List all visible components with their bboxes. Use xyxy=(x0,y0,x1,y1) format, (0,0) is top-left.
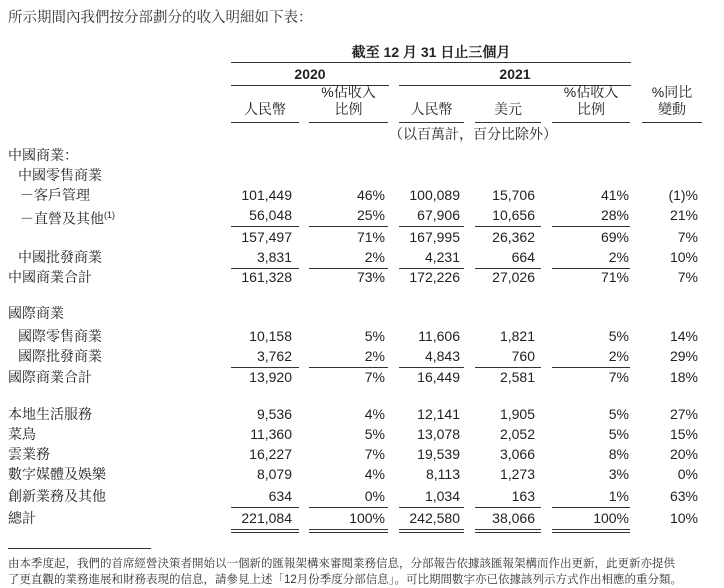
cell-value: 0% xyxy=(364,488,385,504)
row-label xyxy=(18,247,102,267)
footnote-line-2: 了更直觀的業務進展和財務表現的信息，請參見上述「12月份季度分部信息」。可比期間數字亦已依據該列示方式作出相應的重分類。 xyxy=(8,574,683,586)
cell-value: 161,328 xyxy=(241,269,292,285)
cell-value: 1% xyxy=(608,488,629,504)
cell-value: 19,539 xyxy=(417,446,460,462)
divider xyxy=(475,122,541,123)
column-header xyxy=(231,84,299,118)
cell-value: 14% xyxy=(669,328,698,344)
cell-value: 7% xyxy=(677,229,698,245)
cell-value: 7% xyxy=(364,369,385,385)
column-header-line2: 比例 xyxy=(577,101,605,117)
cell-value: 100,089 xyxy=(409,187,460,203)
cell-value: 15% xyxy=(669,426,698,442)
cell-value: 4% xyxy=(364,406,385,422)
cell-value: 8,113 xyxy=(426,466,460,482)
cell-value: 3,066 xyxy=(499,446,535,462)
underline xyxy=(231,529,299,530)
row-label-text: 國際商業 xyxy=(8,305,64,321)
cell-value: 73% xyxy=(356,269,385,285)
cell-value: 71% xyxy=(356,229,385,245)
column-header-line1: %佔收入 xyxy=(563,84,619,100)
cell-value: 2,581 xyxy=(499,369,535,385)
row-label-text: 中國零售商業 xyxy=(18,167,102,183)
cell-value: 1,821 xyxy=(499,328,535,344)
cell-value: 69% xyxy=(600,229,629,245)
cell-value: 167,995 xyxy=(409,229,460,245)
cell-value: 16,449 xyxy=(417,369,460,385)
cell-value: 18% xyxy=(669,369,698,385)
table-row xyxy=(0,444,724,464)
cell-value: 100% xyxy=(593,510,629,526)
cell-value: 2% xyxy=(364,249,385,265)
intro-text: 所示期間內我們按分部劃分的收入明細如下表： xyxy=(8,10,313,26)
cell-value: 12,141 xyxy=(417,406,460,422)
cell-value: 27% xyxy=(669,406,698,422)
cell-value: 5% xyxy=(364,328,385,344)
row-label xyxy=(8,424,36,444)
cell-value: 29% xyxy=(669,348,698,364)
cell-value: 2% xyxy=(364,348,385,364)
row-label xyxy=(8,444,50,464)
cell-value: 4,843 xyxy=(424,348,460,364)
cell-value: 5% xyxy=(364,426,385,442)
cell-value: 101,449 xyxy=(241,187,292,203)
cell-value: 46% xyxy=(356,187,385,203)
column-header-line1 xyxy=(231,84,299,101)
divider xyxy=(309,122,388,123)
table-row xyxy=(0,464,724,484)
row-label-text: 中國商業合計 xyxy=(8,269,92,285)
row-label-text: 菜鳥 xyxy=(8,426,36,442)
row-label xyxy=(8,464,106,484)
column-header-line1: %佔收入 xyxy=(321,84,376,100)
footnote-divider xyxy=(8,548,151,549)
table-row xyxy=(0,145,724,165)
underline xyxy=(475,532,541,533)
cell-value: 41% xyxy=(600,187,629,203)
cell-value: 13,920 xyxy=(249,369,292,385)
cell-value: 25% xyxy=(356,207,385,223)
underline xyxy=(399,532,464,533)
cell-value: 20% xyxy=(669,446,698,462)
row-label-text: 中國商業： xyxy=(8,147,78,163)
table-row xyxy=(0,303,724,323)
underline xyxy=(552,529,630,530)
cell-value: 634 xyxy=(268,488,292,504)
cell-value: 67,906 xyxy=(417,207,460,223)
column-header-line2: 美元 xyxy=(494,101,522,117)
row-label-text: 雲業務 xyxy=(8,446,50,462)
row-label-text: －客戶管理 xyxy=(20,187,90,203)
cell-value: 5% xyxy=(608,406,629,422)
cell-value: 7% xyxy=(364,446,385,462)
row-label xyxy=(18,326,102,346)
column-header xyxy=(642,84,702,118)
table-row xyxy=(0,346,724,366)
row-label xyxy=(18,346,102,366)
cell-value: 0% xyxy=(677,466,698,482)
year-2021-header: 2021 xyxy=(499,66,531,82)
cell-value: 3% xyxy=(608,466,629,482)
row-label xyxy=(8,367,92,387)
cell-value: 5% xyxy=(608,426,629,442)
cell-value: (1)% xyxy=(668,187,698,203)
column-header-line2: 人民幣 xyxy=(244,101,286,117)
column-header-line1: %同比 xyxy=(651,84,693,100)
divider xyxy=(399,122,464,123)
row-label xyxy=(20,205,115,229)
cell-value: 2% xyxy=(608,249,629,265)
row-label-text: 總計 xyxy=(8,510,36,526)
cell-value: 10% xyxy=(669,249,698,265)
table-row xyxy=(0,367,724,387)
table-row xyxy=(0,227,724,247)
underline xyxy=(231,532,299,533)
table-row xyxy=(0,508,724,528)
cell-value: 163 xyxy=(511,488,535,504)
table-row xyxy=(0,165,724,185)
row-label-text: 創新業務及其他 xyxy=(8,488,106,504)
cell-value: 5% xyxy=(608,328,629,344)
cell-value: 28% xyxy=(600,207,629,223)
cell-value: 1,273 xyxy=(499,466,535,482)
cell-value: 7% xyxy=(608,369,629,385)
table-row xyxy=(0,424,724,444)
row-label-text: 中國批發商業 xyxy=(18,249,102,265)
column-header xyxy=(399,84,464,118)
underline xyxy=(552,532,630,533)
divider xyxy=(231,122,299,123)
row-label xyxy=(18,165,102,185)
cell-value: 63% xyxy=(669,488,698,504)
row-label xyxy=(8,267,92,287)
cell-value: 10,656 xyxy=(492,207,535,223)
divider xyxy=(552,122,630,123)
cell-value: 157,497 xyxy=(241,229,292,245)
footnote-line-1: 由本季度起，我們的首席經營決策者開始以一個新的匯報架構來審閱業務信息，分部報告依據該匯報架構而作出更新，此更新亦提供 xyxy=(8,558,675,570)
cell-value: 9,536 xyxy=(256,406,292,422)
cell-value: 27,026 xyxy=(492,269,535,285)
row-label xyxy=(8,486,106,506)
column-header xyxy=(309,84,388,118)
units-note: （以百萬計，百分比除外） xyxy=(389,126,557,142)
cell-value: 664 xyxy=(511,249,535,265)
table-row xyxy=(0,185,724,205)
column-header-line1 xyxy=(399,84,464,101)
divider xyxy=(642,122,702,123)
cell-value: 11,360 xyxy=(250,426,292,442)
cell-value: 2% xyxy=(608,348,629,364)
table-row xyxy=(0,486,724,506)
table-row xyxy=(0,326,724,346)
column-header-line2: 變動 xyxy=(658,101,686,117)
cell-value: 1,905 xyxy=(499,406,535,422)
cell-value: 10% xyxy=(669,510,698,526)
row-label xyxy=(8,145,78,165)
column-header-line1 xyxy=(475,84,541,101)
cell-value: 13,078 xyxy=(417,426,460,442)
row-label xyxy=(8,508,36,528)
cell-value: 71% xyxy=(600,269,629,285)
column-header-line2: 比例 xyxy=(334,101,363,117)
cell-value: 242,580 xyxy=(409,510,460,526)
cell-value: 3,831 xyxy=(256,249,292,265)
underline xyxy=(399,529,464,530)
cell-value: 4,231 xyxy=(424,249,460,265)
cell-value: 8,079 xyxy=(256,466,292,482)
cell-value: 1,034 xyxy=(424,488,460,504)
cell-value: 221,084 xyxy=(241,510,292,526)
divider xyxy=(231,62,631,63)
year-2020-header: 2020 xyxy=(294,66,326,82)
cell-value: 11,606 xyxy=(418,328,460,344)
row-label-text: 國際批發商業 xyxy=(18,348,102,364)
table-row xyxy=(0,404,724,424)
cell-value: 2,052 xyxy=(499,426,535,442)
cell-value: 10,158 xyxy=(249,328,292,344)
period-header: 截至 12 月 31 日止三個月 xyxy=(351,44,511,60)
table-row xyxy=(0,267,724,287)
underline xyxy=(309,529,388,530)
table-row xyxy=(0,247,724,267)
table-row xyxy=(0,205,724,225)
cell-value: 4% xyxy=(364,466,385,482)
underline xyxy=(309,532,388,533)
row-label-text: 國際零售商業 xyxy=(18,328,102,344)
cell-value: 56,048 xyxy=(249,207,292,223)
column-header xyxy=(475,84,541,118)
cell-value: 16,227 xyxy=(249,446,292,462)
cell-value: 760 xyxy=(511,348,535,364)
row-label xyxy=(20,185,90,205)
row-label-text: 國際商業合計 xyxy=(8,369,92,385)
cell-value: 3,762 xyxy=(256,348,292,364)
row-label-text: －直營及其他 xyxy=(20,210,104,227)
column-header xyxy=(552,84,630,118)
cell-value: 26,362 xyxy=(492,229,535,245)
cell-value: 21% xyxy=(669,207,698,223)
cell-value: 100% xyxy=(349,510,385,526)
cell-value: 7% xyxy=(677,269,698,285)
cell-value: 8% xyxy=(608,446,629,462)
column-header-line2: 人民幣 xyxy=(410,101,453,117)
row-label-text: 本地生活服務 xyxy=(8,406,92,422)
underline xyxy=(475,529,541,530)
cell-value: 172,226 xyxy=(409,269,460,285)
cell-value: 38,066 xyxy=(492,510,535,526)
row-label-text: 數字媒體及娛樂 xyxy=(8,466,106,482)
cell-value: 15,706 xyxy=(492,187,535,203)
row-label xyxy=(8,303,64,323)
row-label xyxy=(8,404,92,424)
footnote-marker: (1) xyxy=(104,210,115,220)
